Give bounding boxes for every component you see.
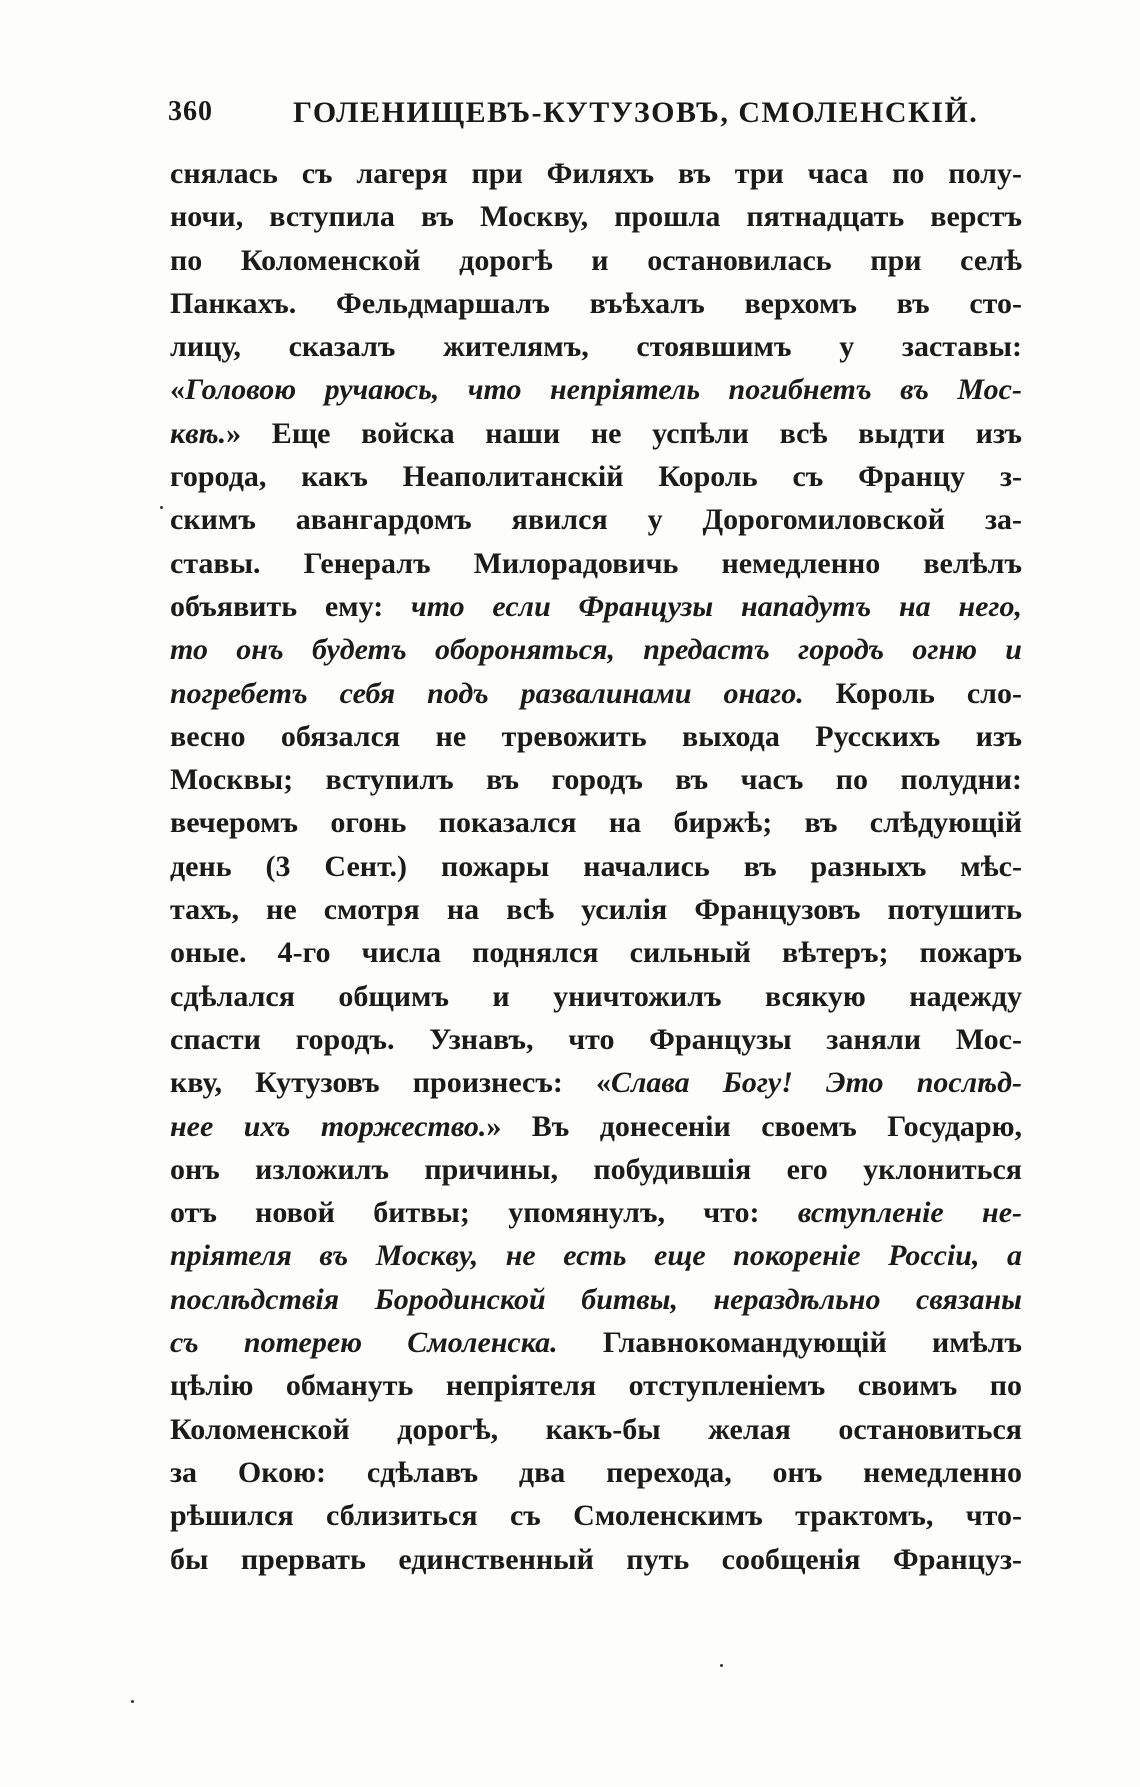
text-line — [170, 368, 1022, 411]
text-line — [170, 672, 1022, 715]
text-line — [170, 1321, 1022, 1364]
text-line — [170, 715, 1022, 758]
text-line — [170, 1364, 1022, 1407]
text-segment: снялась съ лагеря при Филяхъ въ три часа по полу- — [170, 157, 1022, 190]
text-line — [170, 325, 1022, 368]
text-line — [170, 542, 1022, 585]
text-segment: скимъ авангардомъ явился у Дорогомиловской за- — [170, 503, 1022, 537]
text-segment: бы прервать единственный путь сообщенія Француз- — [170, 1542, 1022, 1576]
text-line — [170, 801, 1022, 844]
text-line — [170, 845, 1022, 888]
italic-text-segment: квѣ. — [170, 416, 227, 450]
italic-text-segment: съ потерею Смоленска. — [170, 1326, 558, 1360]
print-speck — [720, 1664, 723, 1667]
text-segment: ставы. Генералъ Милорадовичь немедленно велѣлъ — [170, 546, 1022, 580]
text-segment: » Въ донесеніи своемъ Государю, — [486, 1109, 1022, 1143]
text-line — [170, 1061, 1022, 1104]
italic-text-segment: пріятеля въ Москву, не есть еще покореніе Россіи, а — [170, 1239, 1022, 1273]
italic-text-segment: Головою ручаюсь, что непріятель погибнетъ въ Мос- — [185, 373, 1022, 407]
text-segment: « — [170, 373, 185, 407]
text-segment: кву, Кутузовъ произнесъ: « — [170, 1066, 611, 1100]
text-segment: Главнокомандующій имѣлъ — [557, 1326, 1022, 1360]
text-line — [170, 931, 1022, 974]
text-segment: цѣлію обмануть непріятеля отступленіемъ своимъ по — [170, 1369, 1022, 1403]
text-line — [170, 412, 1022, 455]
text-segment: лицу, сказалъ жителямъ, стоявшимъ у заставы: — [170, 330, 1022, 364]
text-line — [170, 282, 1022, 325]
text-segment: » Еще войска наши не успѣли всѣ выдти изъ — [226, 416, 1022, 450]
text-segment: Панкахъ. Фельдмаршалъ въѣхалъ верхомъ въ сто- — [170, 286, 1022, 320]
text-segment: онъ изложилъ причины, побудившія его уклониться — [170, 1152, 1022, 1186]
text-line — [170, 758, 1022, 801]
italic-text-segment: то онъ будетъ обороняться, предастъ городъ огню и — [170, 633, 1022, 667]
text-line — [170, 1494, 1022, 1537]
text-segment: за Окою: сдѣлавъ два перехода, онъ немедленно — [170, 1455, 1022, 1489]
text-line — [170, 1105, 1022, 1148]
text-line — [170, 455, 1022, 498]
text-line — [170, 888, 1022, 931]
text-segment: по Коломенской дорогѣ и остановилась при селѣ — [170, 243, 1022, 277]
text-line — [170, 1234, 1022, 1277]
text-segment: ночи, вступила въ Москву, прошла пятнадцать верстъ — [170, 200, 1022, 234]
body-text — [170, 152, 1022, 1581]
italic-text-segment: вступленіе не- — [797, 1196, 1022, 1230]
print-speck — [160, 506, 163, 509]
text-segment: тахъ, не смотря на всѣ усилія Французовъ потушить — [170, 893, 1022, 927]
text-segment: города, какъ Неаполитанскій Король съ Францу з- — [170, 460, 1022, 494]
text-line — [170, 152, 1022, 195]
text-segment: отъ новой битвы; упомянулъ, что: — [170, 1196, 798, 1230]
text-segment: день (3 Сент.) пожары начались въ разныхъ мѣс- — [170, 849, 1022, 883]
text-line — [170, 975, 1022, 1018]
text-segment: спасти городъ. Узнавъ, что Французы заняли Мос- — [170, 1022, 1022, 1056]
text-line — [170, 1538, 1022, 1581]
italic-text-segment: что если Французы нападутъ на него, — [410, 589, 1022, 623]
print-speck — [131, 1700, 134, 1703]
page-number: 360 — [168, 96, 213, 127]
text-segment: Король сло- — [803, 676, 1022, 710]
text-segment: вечеромъ огонь показался на биржѣ; въ слѣдующій — [170, 806, 1022, 840]
italic-text-segment: послѣдствія Бородинской битвы, нераздѣльно связаны — [170, 1282, 1022, 1316]
text-line — [170, 628, 1022, 671]
text-segment: оные. 4-го числа поднялся сильный вѣтеръ; пожаръ — [170, 936, 1022, 970]
text-line — [170, 1191, 1022, 1234]
italic-text-segment: нее ихъ торжество. — [170, 1109, 487, 1143]
text-segment: весно обязался не тревожить выхода Русскихъ изъ — [170, 719, 1022, 753]
italic-text-segment: погребетъ себя подъ развалинами онаго. — [170, 676, 804, 710]
text-segment: сдѣлался общимъ и уничтожилъ всякую надежду — [170, 979, 1022, 1013]
text-line — [170, 195, 1022, 238]
text-line — [170, 585, 1022, 628]
text-segment: Коломенской дорогѣ, какъ-бы желая остановиться — [170, 1412, 1022, 1446]
text-line — [170, 1278, 1022, 1321]
italic-text-segment: Слава Богу! Это послѣд- — [610, 1066, 1022, 1100]
text-segment: рѣшился сблизиться съ Смоленскимъ трактомъ, что- — [170, 1499, 1022, 1533]
text-segment: Москвы; вступилъ въ городъ въ часъ по полудни: — [170, 763, 1022, 797]
text-line — [170, 239, 1022, 282]
page-header — [168, 96, 1028, 136]
text-line — [170, 498, 1022, 541]
text-segment: объявить ему: — [170, 589, 411, 623]
running-title: ГОЛЕНИЩЕВЪ-КУТУЗОВЪ, СМОЛЕНСКІЙ. — [293, 96, 979, 129]
text-line — [170, 1148, 1022, 1191]
text-line — [170, 1408, 1022, 1451]
text-line — [170, 1451, 1022, 1494]
text-line — [170, 1018, 1022, 1061]
